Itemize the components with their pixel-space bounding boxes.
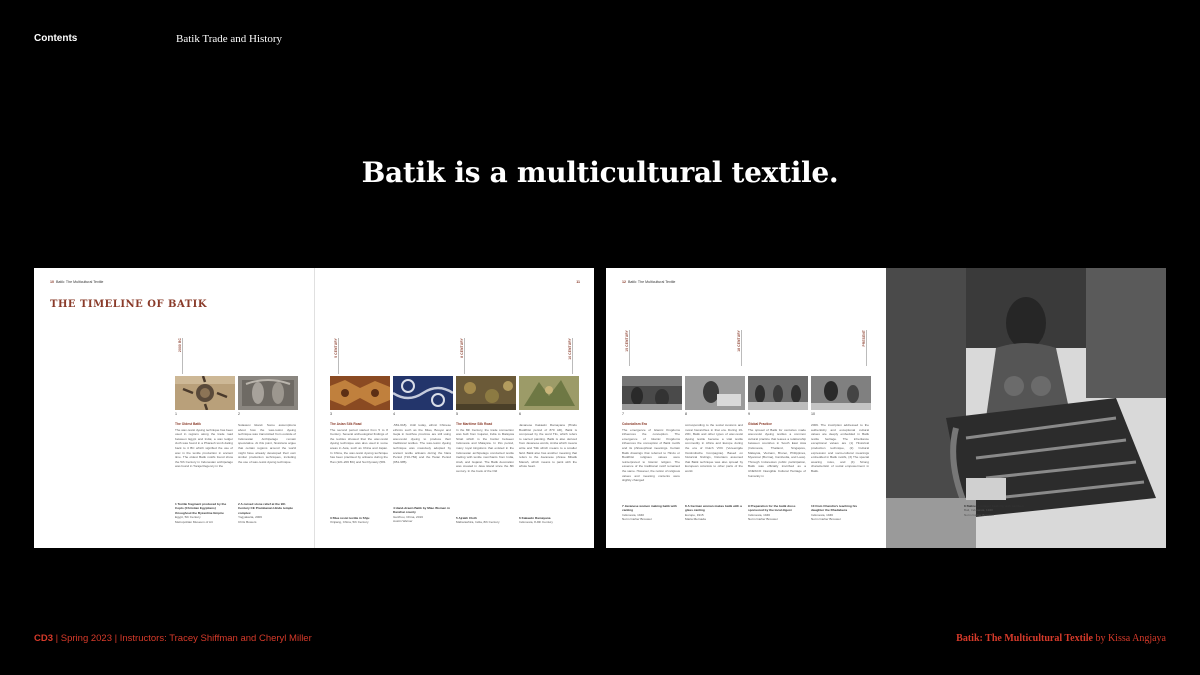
image-caption: 3 Blue resist textile in Shju Xinjiang, China, 5th Century	[330, 516, 370, 525]
image-caption: 8 A German woman makes batik with a glass canting Europe, 1915 Maria Mernada	[685, 504, 742, 522]
image-number: 5	[456, 412, 458, 416]
image-number: 3	[330, 412, 332, 416]
section-column: corresponding to the social customs and moral hierarchies in that era. During 16-20C, Batik and other types of wax-resist dyeing textile became a vital textile commodity in Africa and Europe during the era of Dutch VOC (Vereenigde Oostindische Compagnie). Based on historical findings, historians assumed that Batik technique was also spread by European colonists to other parts of the world.	[685, 423, 743, 473]
section-column: Sulawesi Island. Some assumptions about how the wax-resist dyeing technique was transmitted from outside of Indonesian Archipelago remain speculative. At this point, historians argue that certain regions around the world might have already developed their own similar production techniques, including the use of wax-resist dyeing technique.	[238, 423, 296, 464]
coptic-textile-image	[175, 376, 235, 410]
image-number: 9	[748, 412, 750, 416]
footer-author-credit: Batik: The Multicultural Textile by Kissa Angjaya	[956, 633, 1166, 644]
timeline-title: THE TIMELINE OF BATIK	[50, 299, 208, 310]
german-woman-photo	[685, 376, 745, 410]
slide-headline: Batik is a multicultural textile.	[361, 156, 839, 189]
javanese-women-photo	[622, 376, 682, 410]
century-label: 10 CENTURY	[568, 338, 572, 360]
century-label: 5 CENTURY	[334, 338, 338, 358]
section-column: Colonialism Era The emergence of Islamic Kingdoms influences the conception. The emergence of Islamic Kingdoms influences the conception of Batik motifs and its philosophical meanings. Certain Batik drawings that referred to Hindu or Buddhist religious values were reinterpreted to Islamic religion. The essence of the traditional motif remained the same. However, the notion of religious values and meaning contents were slightly changed	[622, 422, 680, 483]
image-caption: 9 Preparation for the batik dress sponsored by the local digest Indonesia, 1946 Norm Carlier Brouwer	[748, 504, 796, 522]
image-caption: 8 Balinese villager batiking with bamboo Bali, Indonesia, 1940 Norm Carlier Brouwer	[964, 504, 1024, 517]
image-caption: 7 Javanese women making batik with canting Indonesia, 1940 Norm Carlier Brouwer	[622, 504, 677, 522]
image-caption: 6 Kakawin Ramayana Indonesia, 8-9th Century	[519, 516, 553, 525]
oom-chandra-photo	[811, 376, 871, 410]
section-column: The Asian Silk Road The second period started from 5 to 8 Century. Several archeological findings of the textiles showed that the wax-resist dyeing technique was also used in some areas in Asia, such as China and Japan. In China, the wax-resist dyeing technique has been practised by artisans during the Han (221-206 BC) and Sui Dynasty (581	[330, 422, 388, 464]
section-column: 2009. The inscription addressed to the authenticity and exceptional cultural values are deeply embedded in Batik textile heritage. The inheritance exceptional values are (1) Historical production technique, (2) Cultural expression and socio-cultural meanings embedded in Batik motifs, (3) The special wearing rules, and (4) Strong characteristic of social empowerment in Batik.	[811, 423, 869, 473]
image-caption: 2 A carved stone relief at the 9th Century CE Prambanan Hindu temple complex Yogyakarta, 2006 Chris Bowers	[238, 502, 294, 524]
image-number: 10	[811, 412, 815, 416]
ajrakh-cloth-image	[456, 376, 516, 410]
image-number: 1	[175, 412, 177, 416]
image-number: 4	[393, 412, 395, 416]
century-label: 15 CENTURY	[625, 330, 629, 352]
century-label: 2000 BC	[178, 338, 182, 352]
prambanan-relief-image	[238, 376, 298, 410]
century-label: 8 CENTURY	[460, 338, 464, 358]
page-number: 11	[576, 280, 580, 284]
image-number: 6	[519, 412, 521, 416]
section-column: The Maritime Silk Road In the 8th Century, the trade connection was built from Gujarat, India to Malaysia Strait which is the border between Indonesia and Malaysia. In this period, many royal kingdoms that existed in the Indonesian archipelago conducted textile trading with textile merchants from India, Arab, and Gujarat. The Batik decoration was created in Java island since the 8th century. In the book of the Old	[456, 422, 514, 473]
image-caption: 4 Hand-drawn Batik by Miao Women in Danzhai county Guizhou, China, 2016 Austin Warner	[393, 506, 450, 524]
book-spread-global	[606, 268, 1166, 548]
header-contents[interactable]: Contents	[34, 33, 78, 44]
image-number: 2	[238, 412, 240, 416]
image-number: 8	[685, 412, 687, 416]
section-column: Global Practice The spread of Batik for centuries made wax-resist dyeing textiles a common cultural practice that leaves a relationship between countries in South East Asia (Indonesia, Thailand, Singapore, Malaysia, Vietnam, Brunei, Philippines, Myanmar (Burma), Cambodia, and Laos). Through Indonesian public participation, Batik was officially inscribed as a UNESCO Intangible Cultural Heritage of humanity in	[748, 422, 806, 478]
image-caption: 1 Textile fragment produced by the Copts (Christian Egyptians) throughout the Byzantine Empire Egypt, 5th Century Metropolitan Museum of Art	[175, 502, 227, 524]
image-caption: 5 Ajrakh Cloth Maharashtra, India, 8th Century	[456, 516, 500, 525]
footer-course-info: CD3 | Spring 2023 | Instructors: Tracey Shiffman and Cheryl Miller	[34, 633, 312, 644]
book-spread-timeline	[34, 268, 594, 548]
header-section-title: Batik Trade and History	[176, 33, 283, 45]
batik-preparation-photo	[748, 376, 808, 410]
section-column: The Oldest Batik The wax-resist dyeing technique has been used in regions along the trade road between Egypt and India; a wax ledger cloth was found in a Pharaoh tomb dating back to 4 BC which signified the use of wax in the textile production in ancient time. The oldest Batik motifs found show the 5th Century in Indonesian archipelago was found in Toraja Regency in the	[175, 422, 233, 469]
page-gutter	[314, 268, 315, 548]
section-column: Javanese Kakawin Ramayana (Hindu Buddhist period of 870 AD), Batik is composed by the word Tlis, which refers to sacred painting. Batik is also derived from Javanese words, Amba which means write and Titik which means to a smaller field. Batik also has another meaning that refers to the Javanese phrase Mbatik Manah, which means to paint with the whole heart.	[519, 423, 577, 469]
century-label: 18 CENTURY	[737, 330, 741, 352]
running-head: 12 Batik: The Multicultural Textile	[622, 280, 676, 284]
kakawin-ramayana-image	[519, 376, 579, 410]
image-caption: 10 Oom Chandra's teaching his daughter the Dhedabeca Indonesia, 1946 Norm Carlier Brouwer	[811, 504, 858, 522]
image-number: 7	[622, 412, 624, 416]
blue-resist-textile-image	[330, 376, 390, 410]
century-label: PRESENT	[862, 330, 866, 347]
running-head: 10 Batik: The Multicultural Textile	[50, 280, 104, 284]
miao-batik-image	[393, 376, 453, 410]
section-column: -581-618). Until today, ethnic Chinese ethnics such as the Miao, Bouyei and Gejia in Guizhou province are still using wax-resist dyeing to produce their traditional textiles. The wax-resist dyeing technique was massively adopted by ancient textile artisans during the Nara Period (710-784) and the Heian Period (951-985).	[393, 423, 451, 464]
